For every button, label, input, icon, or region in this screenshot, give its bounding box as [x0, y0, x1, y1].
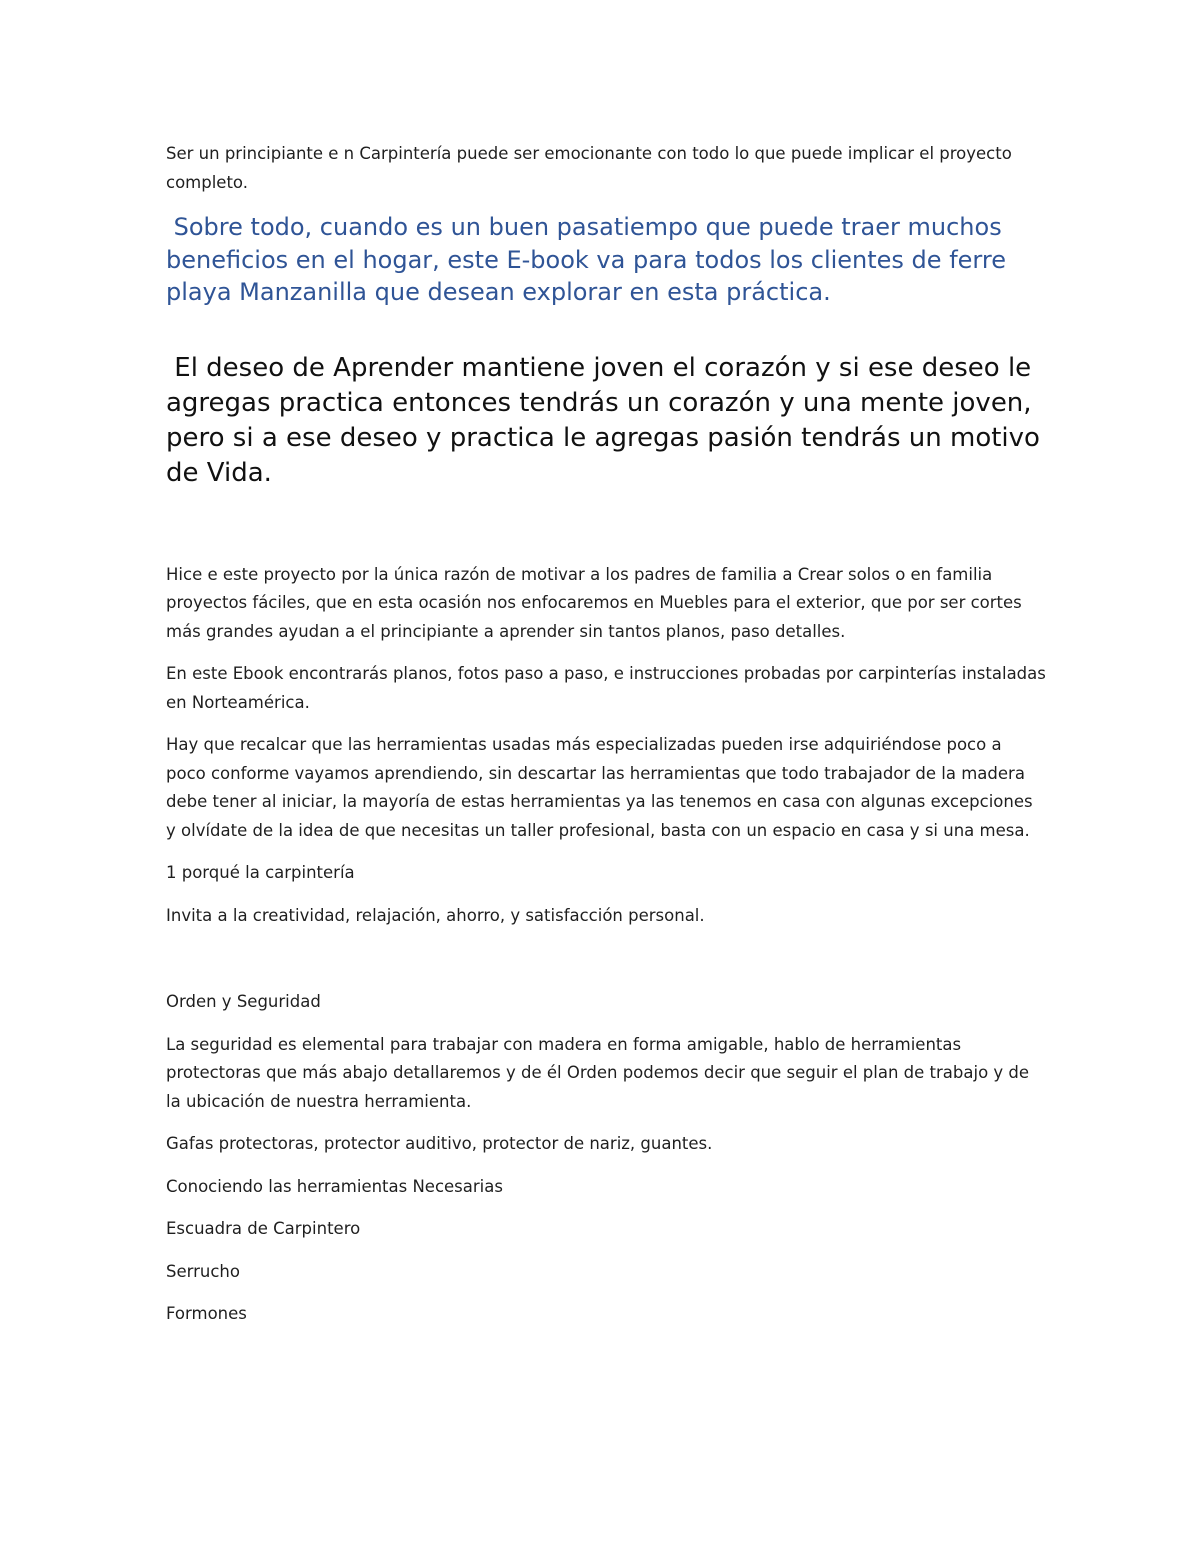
section-heading-order-safety: Orden y Seguridad	[166, 992, 321, 1011]
motivational-quote: El deseo de Aprender mantiene joven el corazón y si ese deseo le agregas practica entonces tendrás un corazón y una mente joven, pero si a ese deseo y practica le agregas pasión tendrás un motivo de Vida.	[166, 352, 1049, 488]
tool-item: Escuadra de Carpintero	[166, 1219, 361, 1238]
purpose-paragraph: Hice e este proyecto por la única razón de motivar a los padres de familia a Crear solos o en familia proyectos fáciles, que en esta ocasión nos enfocaremos en Muebles para el exterior, que por ser cortes más grandes ayudan a el principiante a aprender sin tantos planos, paso detalles.	[166, 564, 1022, 641]
section-heading-why-carpentry: 1 porqué la carpintería	[166, 863, 355, 882]
why-carpentry-text: Invita a la creatividad, relajación, ahorro, y satisfacción personal.	[166, 905, 705, 925]
section-heading-tools: Conociendo las herramientas Necesarias	[166, 1176, 503, 1196]
tool-item: Serrucho	[166, 1261, 240, 1281]
ebook-contents-paragraph: En este Ebook encontrarás planos, fotos paso a paso, e instrucciones probadas por carpinterías instaladas en Norteamérica.	[166, 664, 1046, 712]
tool-item: Formones	[166, 1304, 247, 1323]
body-section	[166, 561, 1046, 1329]
intro-paragraph: Ser un principiante e n Carpintería puede ser emocionante con todo lo que puede implicar el proyecto completo.	[166, 144, 1012, 192]
document-content	[166, 140, 1049, 1329]
tools-advice-paragraph: Hay que recalcar que las herramientas usadas más especializadas pueden irse adquiriéndose poco a poco conforme vayamos aprendiendo, sin descartar las herramientas que todo trabajador de la madera debe tener al iniciar, la mayoría de estas herramientas ya las tenemos en casa con algunas excepciones y olvídate de la idea de que necesitas un taller profesional, basta con un espacio en casa y si una mesa.	[166, 735, 1033, 840]
order-safety-text: La seguridad es elemental para trabajar con madera en forma amigable, hablo de herramientas protectoras que más abajo detallaremos y de él Orden podemos decir que seguir el plan de trabajo y de la ubicación de nuestra herramienta.	[166, 1034, 1030, 1111]
safety-items-text: Gafas protectoras, protector auditivo, protector de nariz, guantes.	[166, 1134, 713, 1153]
highlight-quote: Sobre todo, cuando es un buen pasatiempo que puede traer muchos beneficios en el hogar, este E-book va para todos los clientes de ferre playa Manzanilla que desean explorar en esta práctica.	[166, 213, 1014, 306]
